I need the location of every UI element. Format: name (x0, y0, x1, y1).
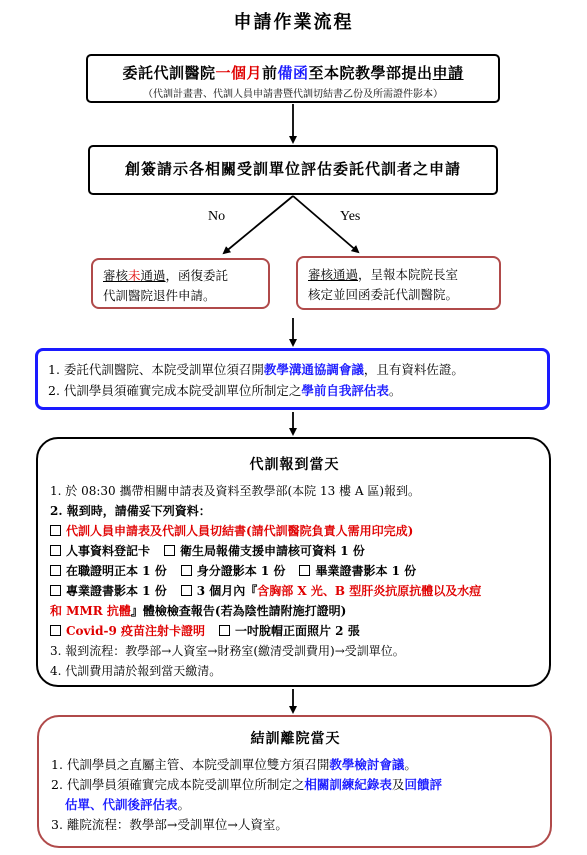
step1-month: 一個月 (215, 64, 262, 82)
check-c10: 一吋脫帽正面照片 2 張 (235, 624, 360, 638)
leave-l2-bold2: 回饋評 (404, 777, 442, 792)
check-c8-red: 含胸部 X 光、B 型肝炎抗原抗體以及水痘 (257, 584, 482, 598)
meeting-l2-pre: 2. 代訓學員須確實完成本院受訓單位所制定之 (48, 383, 302, 398)
leave-l1-pre: 1. 代訓學員之直屬主管、本院受訓單位雙方須召開 (51, 757, 330, 772)
checkbox[interactable] (50, 525, 61, 536)
step1-note: （代訓計畫書、代訓人員申請書暨代訓切結書乙份及所需證件影本） (143, 89, 443, 100)
reject-not: 未 (128, 268, 141, 283)
reject-rest1: ，函復委託 (165, 268, 229, 283)
leave-line3: 3. 離院流程：教學部→受訓單位→人資室。 (51, 817, 288, 832)
step1-main-text (88, 62, 498, 83)
check-c8-pre: 3 個月內『 (196, 584, 258, 598)
approve-box (296, 256, 501, 310)
check-c8-post: 』體檢檢查報告(若為陰性請附施打證明) (130, 604, 347, 618)
leave-title: 結訓離院當天 (250, 731, 341, 747)
step1-apply-box (86, 54, 500, 103)
reject-review-not-pass (103, 268, 166, 283)
check-c9: Covid-9 疫苗注射卡證明 (66, 624, 205, 638)
reject-review: 審核 (103, 268, 129, 283)
meeting-l2-bold: 學前自我評估表 (301, 383, 389, 398)
leave-line2 (51, 775, 540, 795)
meeting-l1-post: ，且有資料佐證。 (363, 362, 464, 377)
report-item3: 3. 報到流程：教學部→人資室→財務室(繳清受訓費用)→受訓單位。 (50, 644, 405, 658)
approve-rest1: ，呈報本院院長室 (358, 267, 459, 282)
reject-pass: 通過 (140, 268, 166, 283)
checklist-row5 (50, 601, 539, 621)
report-title: 代訓報到當天 (249, 457, 340, 473)
check-c8-red2: 和 MMR 抗體 (50, 604, 131, 618)
step1-letter: 備函 (277, 64, 309, 82)
arrow-to-reject (224, 196, 293, 253)
checkbox[interactable] (50, 585, 61, 596)
report-item2: 2. 報到時，請備妥下列資料： (50, 504, 211, 518)
checklist-row2 (50, 541, 539, 561)
check-c3: 衛生局報備支援申請核可資料 1 份 (180, 544, 365, 558)
leave-l2-mid: 及 (391, 777, 405, 792)
leave-l2-line2-post: 。 (177, 797, 191, 812)
meeting-line1 (48, 359, 537, 380)
reject-line2: 代訓醫院退件申請。 (103, 288, 216, 303)
step1-mid1: 前 (261, 64, 278, 82)
leave-l1-bold: 教學檢討會議 (329, 757, 405, 772)
checkbox[interactable] (164, 545, 175, 556)
check-c2: 人事資料登記卡 (66, 544, 151, 558)
approve-line1 (308, 265, 493, 285)
meeting-l1-bold: 教學溝通協調會議 (263, 362, 364, 377)
meeting-line2 (48, 380, 537, 401)
check-c4: 在職證明正本 1 份 (66, 564, 167, 578)
checklist-row6 (50, 621, 539, 641)
checkbox[interactable] (219, 625, 230, 636)
leave-l2-pre: 2. 代訓學員須確實完成本院受訓單位所制定之 (51, 777, 305, 792)
step1-pre: 委託代訓醫院 (122, 64, 216, 82)
checklist-row3 (50, 561, 539, 581)
meeting-box (35, 348, 550, 410)
check-c7: 專業證書影本 1 份 (66, 584, 167, 598)
check-c6: 畢業證書影本 1 份 (315, 564, 417, 578)
leave-day-box (37, 715, 552, 848)
checkbox[interactable] (50, 545, 61, 556)
checklist-row1 (50, 521, 539, 541)
checkbox[interactable] (50, 565, 61, 576)
step1-apply: 申請 (432, 64, 464, 82)
report-item1: 1. 於 08:30 攜帶相關申請表及資料至教學部(本院 13 樓 A 區)報到。 (50, 484, 421, 498)
reject-line1 (103, 266, 262, 286)
meeting-l1-pre: 1. 委託代訓醫院、本院受訓單位須召開 (48, 362, 264, 377)
leave-line2b (51, 795, 540, 815)
check-c5: 身分證影本 1 份 (196, 564, 286, 578)
page-title: 申請作業流程 (233, 12, 354, 33)
approve-review-pass: 審核通過 (308, 267, 359, 282)
reject-box (91, 258, 270, 309)
yes-label: Yes (340, 209, 361, 224)
leave-l2-line2-bold: 估單、代訓後評估表 (65, 797, 178, 812)
checkbox[interactable] (50, 625, 61, 636)
leave-l1-post: 。 (404, 757, 417, 772)
checkbox[interactable] (181, 565, 192, 576)
step2-evaluate-box: 創簽請示各相關受訓單位評估委託代訓者之申請 (88, 145, 498, 195)
meeting-l2-post: 。 (388, 383, 402, 398)
check-c1: 代訓人員申請表及代訓人員切結書(請代訓醫院負責人需用印完成) (66, 524, 414, 538)
no-label: No (208, 209, 226, 224)
report-day-box (36, 437, 551, 687)
checkbox[interactable] (299, 565, 310, 576)
approve-line2: 核定並回函委託代訓醫院。 (308, 287, 459, 302)
checklist-row4 (50, 581, 539, 601)
step1-mid2: 至本院教學部提出 (308, 64, 433, 82)
leave-line1 (51, 755, 540, 775)
leave-l2-bold1: 相關訓練紀錄表 (304, 777, 392, 792)
report-item4: 4. 代訓費用請於報到當天繳清。 (50, 664, 222, 678)
checkbox[interactable] (181, 585, 192, 596)
